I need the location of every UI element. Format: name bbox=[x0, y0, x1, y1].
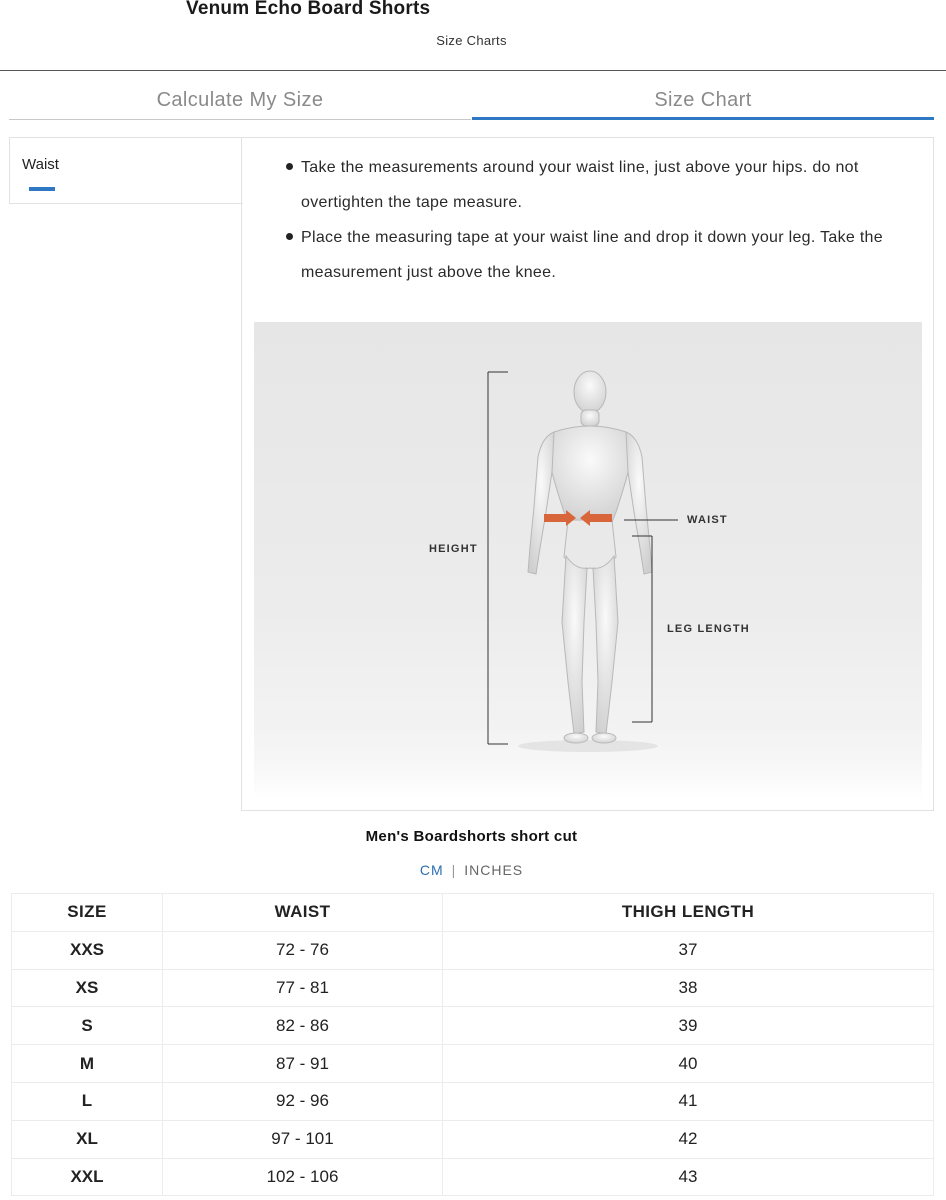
waist-cell: 82 - 86 bbox=[163, 1007, 443, 1045]
thigh-length-cell: 40 bbox=[443, 1045, 934, 1083]
instruction-text: Place the measuring tape at your waist line and drop it down your leg. Take the measurement just above the knee. bbox=[301, 229, 883, 281]
table-row bbox=[12, 1007, 934, 1045]
active-indicator bbox=[29, 187, 55, 191]
unit-separator: | bbox=[451, 862, 457, 878]
measurement-sidebar bbox=[9, 137, 243, 204]
tab-bar bbox=[9, 82, 934, 120]
instruction-item bbox=[286, 220, 926, 290]
table-row bbox=[12, 1158, 934, 1196]
thigh-length-cell: 41 bbox=[443, 1082, 934, 1120]
height-measure-line bbox=[488, 372, 508, 744]
thigh-length-cell: 38 bbox=[443, 969, 934, 1007]
column-header-waist: WAIST bbox=[163, 894, 443, 932]
table-row bbox=[12, 1120, 934, 1158]
tab-calculate-my-size[interactable]: Calculate My Size bbox=[9, 82, 471, 120]
unit-toggle bbox=[0, 862, 943, 878]
instruction-item bbox=[286, 150, 926, 220]
unit-inches-button[interactable]: INCHES bbox=[464, 862, 524, 878]
mannequin-figure bbox=[528, 371, 652, 743]
bullet-icon bbox=[286, 233, 293, 240]
thigh-length-cell: 42 bbox=[443, 1120, 934, 1158]
unit-cm-button[interactable]: CM bbox=[419, 862, 444, 878]
size-cell: XXS bbox=[12, 931, 163, 969]
thigh-length-cell: 37 bbox=[443, 931, 934, 969]
measurement-instructions bbox=[286, 150, 926, 290]
tab-size-chart[interactable]: Size Chart bbox=[472, 82, 934, 120]
size-table-title: Men's Boardshorts short cut bbox=[365, 828, 578, 845]
column-header-thigh-length: THIGH LENGTH bbox=[443, 894, 934, 932]
waist-cell: 87 - 91 bbox=[163, 1045, 443, 1083]
table-row bbox=[12, 931, 934, 969]
sidebar-item-waist[interactable] bbox=[10, 138, 242, 198]
size-cell: XL bbox=[12, 1120, 163, 1158]
size-cell: L bbox=[12, 1082, 163, 1120]
leg-length-label: LEG LENGTH bbox=[667, 623, 750, 635]
table-row bbox=[12, 1082, 934, 1120]
bullet-icon bbox=[286, 163, 293, 170]
height-label: HEIGHT bbox=[429, 543, 478, 555]
instruction-text: Take the measurements around your waist line, just above your hips. do not overtighten the tape measure. bbox=[301, 159, 859, 211]
column-header-size: SIZE bbox=[12, 894, 163, 932]
size-cell: S bbox=[12, 1007, 163, 1045]
waist-cell: 97 - 101 bbox=[163, 1120, 443, 1158]
waist-cell: 92 - 96 bbox=[163, 1082, 443, 1120]
waist-cell: 72 - 76 bbox=[163, 931, 443, 969]
modal-header bbox=[0, 0, 946, 71]
thigh-length-cell: 43 bbox=[443, 1158, 934, 1196]
size-cell: XXL bbox=[12, 1158, 163, 1196]
measurement-figure bbox=[254, 322, 922, 798]
table-row bbox=[12, 1045, 934, 1083]
size-cell: M bbox=[12, 1045, 163, 1083]
waist-label: WAIST bbox=[687, 514, 728, 526]
waist-cell: 77 - 81 bbox=[163, 969, 443, 1007]
thigh-length-cell: 39 bbox=[443, 1007, 934, 1045]
table-row bbox=[12, 969, 934, 1007]
body-diagram bbox=[254, 322, 922, 798]
size-cell: XS bbox=[12, 969, 163, 1007]
page-subtitle: Size Charts bbox=[436, 33, 507, 48]
waist-cell: 102 - 106 bbox=[163, 1158, 443, 1196]
sidebar-item-label: Waist bbox=[22, 156, 59, 173]
size-table bbox=[11, 893, 934, 1196]
product-title: Venum Echo Board Shorts bbox=[186, 0, 431, 19]
table-header-row bbox=[12, 894, 934, 932]
